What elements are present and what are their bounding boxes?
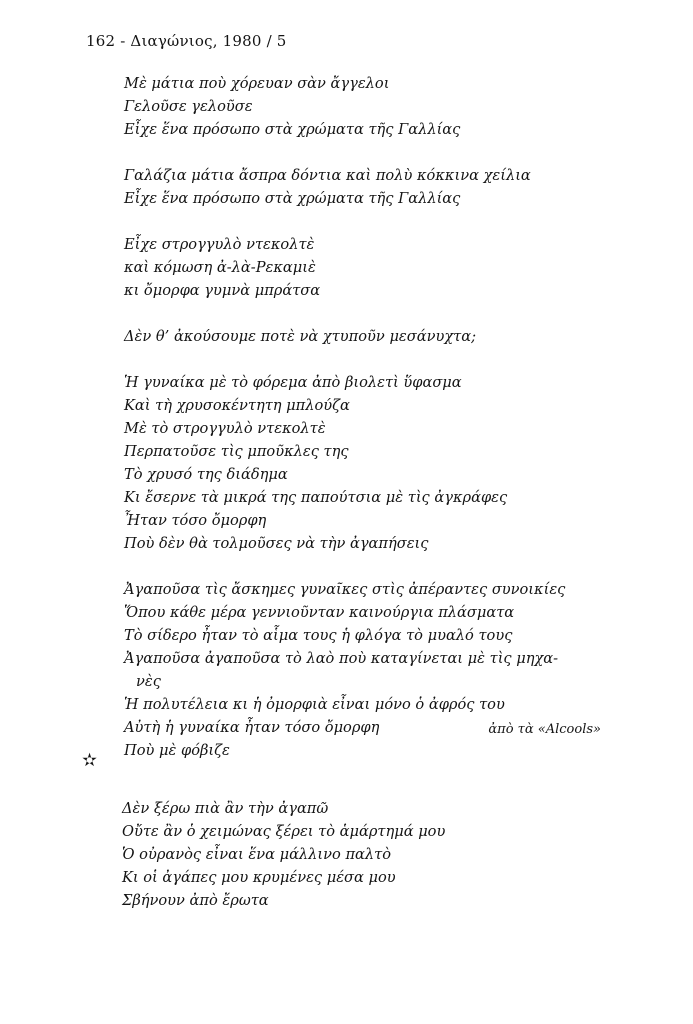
poem-line: Εἶχε ἕνα πρόσωπο στὰ χρώματα τῆς Γαλλίας (124, 190, 461, 207)
poem-line: Ἀγαποῦσα ἀγαποῦσα τὸ λαὸ ποὺ καταγίνεται μὲ τὶς μηχα- (124, 650, 559, 667)
poem-line: Δὲν ξέρω πιὰ ἂν τὴν ἀγαπῶ (122, 800, 329, 817)
poem-1 (124, 72, 644, 762)
poem-line: Ὁ οὐρανὸς εἶναι ἕνα μάλλινο παλτὸ (122, 846, 391, 863)
poem-line: Ἡ γυναίκα μὲ τὸ φόρεμα ἀπὸ βιολετὶ ὕφασμα (124, 374, 462, 391)
poem-line: Ὅπου κάθε μέρα γεννιοῦνταν καινούργια πλάσματα (124, 604, 515, 621)
poem-line: καὶ κόμωση ἀ-λὰ-Ρεκαμιὲ (124, 259, 316, 276)
poem-line: Τὸ χρυσό της διάδημα (124, 466, 288, 483)
poem-line: Καὶ τὴ χρυσοκέντητη μπλούζα (124, 397, 350, 414)
page-header: 162 - Διαγώνιος, 1980 / 5 (86, 32, 287, 50)
poem-line: Ποὺ δὲν θὰ τολμοῦσες νὰ τὴν ἀγαπήσεις (124, 535, 429, 552)
poem-line: Αὐτὴ ἡ γυναίκα ἦταν τόσο ὄμορφη (124, 719, 380, 736)
poem-line: Τὸ σίδερο ἦταν τὸ αἷμα τους ἡ φλόγα τὸ μυαλό τους (124, 627, 513, 644)
star-separator-icon: ✫ (82, 750, 98, 771)
poem-line: Εἶχε στρογγυλὸ ντεκολτὲ (124, 236, 315, 253)
poem-line: Κι ἔσερνε τὰ μικρά της παπούτσια μὲ τὶς ἀγκράφες (124, 489, 508, 506)
stanza-gap (124, 141, 644, 164)
poem-line: Σβήνουν ἀπὸ ἔρωτα (122, 892, 269, 909)
poem-line: Ἡ πολυτέλεια κι ἡ ὀμορφιὰ εἶναι μόνο ὁ ἀφρός του (124, 696, 505, 713)
poem-line: κι ὄμορφα γυμνὰ μπράτσα (124, 282, 321, 299)
stanza-gap (124, 348, 644, 371)
source-attribution: ἀπὸ τὰ «Alcools» (488, 722, 601, 737)
poem-line: Ποὺ μὲ φόβιζε (124, 742, 230, 759)
poem-line: Ἀγαποῦσα τὶς ἄσκημες γυναῖκες στὶς ἀπέραντες συνοικίες (124, 581, 566, 598)
poem-line: Κι οἱ ἀγάπες μου κρυμένες μέσα μου (122, 869, 396, 886)
poem-2 (122, 797, 642, 912)
stanza-gap (124, 302, 644, 325)
poem-line: Εἶχε ἕνα πρόσωπο στὰ χρώματα τῆς Γαλλίας (124, 121, 461, 138)
poem-line: Περπατοῦσε τὶς μποῦκλες της (124, 443, 349, 460)
poem-line: νὲς (136, 673, 161, 690)
poem-line: Ἦταν τόσο ὄμορφη (124, 512, 267, 529)
poem-line: Γελοῦσε γελοῦσε (124, 98, 253, 115)
poem-line: Μὲ τὸ στρογγυλὸ ντεκολτὲ (124, 420, 326, 437)
poem-line: Δὲν θ’ ἀκούσουμε ποτὲ νὰ χτυποῦν μεσάνυχτα; (124, 328, 477, 345)
stanza-gap (124, 210, 644, 233)
stanza-gap (124, 555, 644, 578)
poem-line: Μὲ μάτια ποὺ χόρευαν σὰν ἄγγελοι (124, 75, 390, 92)
poem-line: Οὔτε ἂν ὁ χειμώνας ξέρει τὸ ἁμάρτημά μου (122, 823, 446, 840)
poem-line: Γαλάζια μάτια ἄσπρα δόντια καὶ πολὺ κόκκινα χείλια (124, 167, 531, 184)
